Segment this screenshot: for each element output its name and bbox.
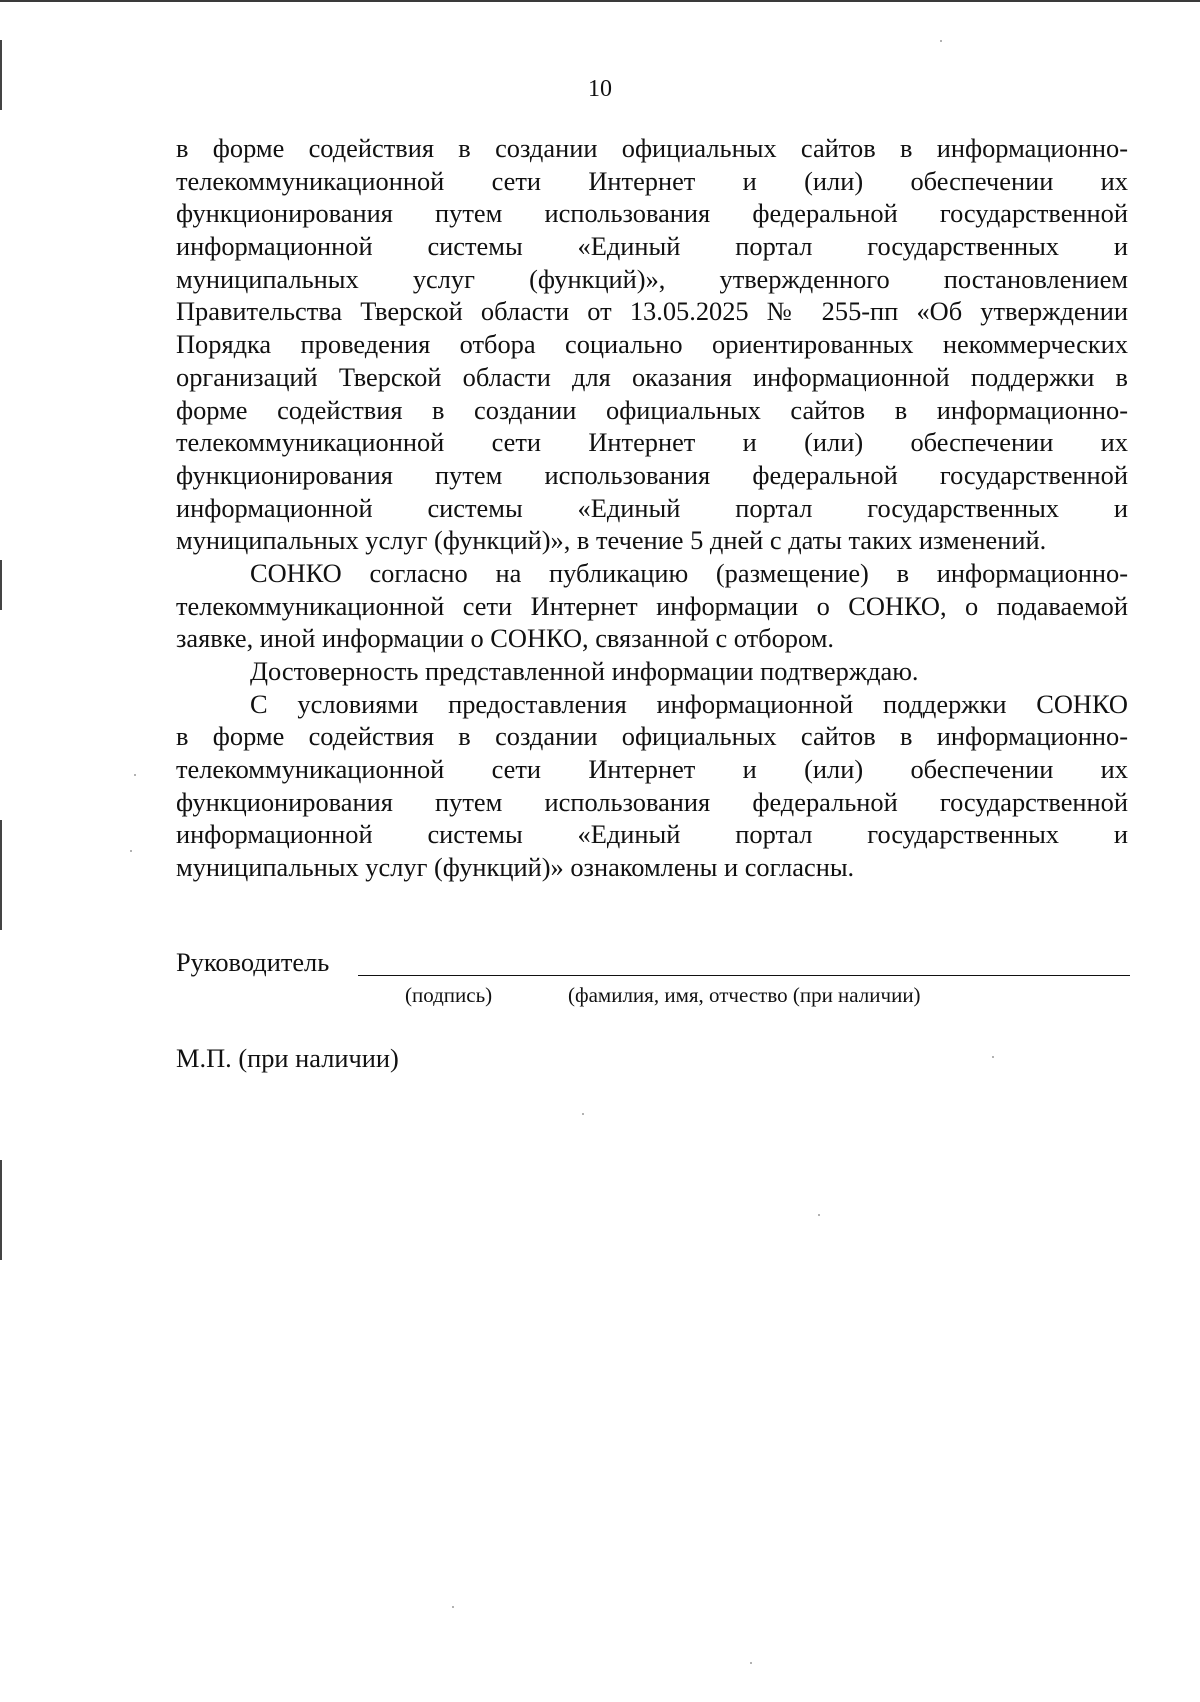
scan-speck [818, 1214, 820, 1216]
text-line: функционирования путем использования федеральной государственной [176, 786, 1128, 817]
scan-speck [452, 1606, 454, 1608]
text-line: информационной системы «Единый портал государственных и [176, 231, 1128, 262]
text-line: муниципальных услуг (функций)», утвержденного постановлением [176, 263, 1128, 294]
scan-margin-mark [0, 560, 2, 610]
text-line: муниципальных услуг (функций)», в течение 5 дней с даты таких изменений. [176, 525, 1047, 556]
signature-label: Руководитель [176, 947, 330, 977]
text-line: Достоверность представленной информации подтверждаю. [250, 656, 919, 686]
scan-speck [130, 850, 132, 852]
text-line: информационной системы «Единый портал государственных и [176, 492, 1128, 523]
text-line: в форме содействия в создании официальных сайтов в информационно- [176, 721, 1128, 752]
text-line: функционирования путем использования федеральной государственной [176, 198, 1128, 229]
text-line: телекоммуникационной сети Интернет и (или) обеспечении их [176, 754, 1128, 785]
paragraph-publication-consent [176, 557, 1128, 655]
text-line: Правительства Тверской области от 13.05.2025 № 255-пп «Об утверждении [176, 296, 1128, 327]
scan-speck [134, 774, 136, 776]
text-line: телекоммуникационной сети Интернет и (или) обеспечении их [176, 427, 1128, 458]
paragraph-order-reference [176, 132, 1128, 557]
text-line: муниципальных услуг (функций)» ознакомлены и согласны. [176, 852, 855, 883]
text-line: в форме содействия в создании официальных сайтов в информационно- [176, 133, 1128, 163]
text-line: информационной системы «Единый портал государственных и [176, 819, 1128, 850]
page-number: 10 [588, 76, 612, 102]
signature-caption: (подпись) [405, 983, 493, 1007]
signature-block [176, 945, 1130, 979]
scan-margin-mark [0, 1160, 2, 1260]
text-line: телекоммуникационной сети Интернет и (или) обеспечении их [176, 165, 1128, 196]
scan-speck [582, 1113, 584, 1115]
text-line: организаций Тверской области для оказания информационной поддержки в [176, 361, 1128, 392]
scan-top-edge [0, 0, 1200, 2]
document-body [176, 132, 1128, 884]
text-line: СОНКО согласно на публикацию (размещение) в информационно- [250, 557, 1128, 588]
text-line: функционирования путем использования федеральной государственной [176, 459, 1128, 490]
stamp-note: М.П. (при наличии) [176, 1043, 399, 1073]
text-line: телекоммуникационной сети Интернет информации о СОНКО, о подаваемой [176, 590, 1128, 621]
text-line: форме содействия в создании официальных сайтов в информационно- [176, 394, 1128, 425]
paragraph-accuracy-confirmation [176, 655, 1128, 688]
scan-speck [940, 40, 942, 42]
scan-speck [992, 1056, 994, 1058]
scan-speck [750, 1662, 752, 1664]
full-name-caption: (фамилия, имя, отчество (при наличии) [568, 983, 921, 1007]
signature-line [358, 975, 1130, 976]
text-line: Порядка проведения отбора социально ориентированных некоммерческих [176, 329, 1128, 360]
paragraph-conditions-agreement [176, 688, 1128, 884]
scan-margin-mark [0, 820, 2, 930]
text-line: С условиями предоставления информационной поддержки СОНКО [250, 688, 1128, 719]
text-line: заявке, иной информации о СОНКО, связанной с отбором. [176, 623, 834, 654]
